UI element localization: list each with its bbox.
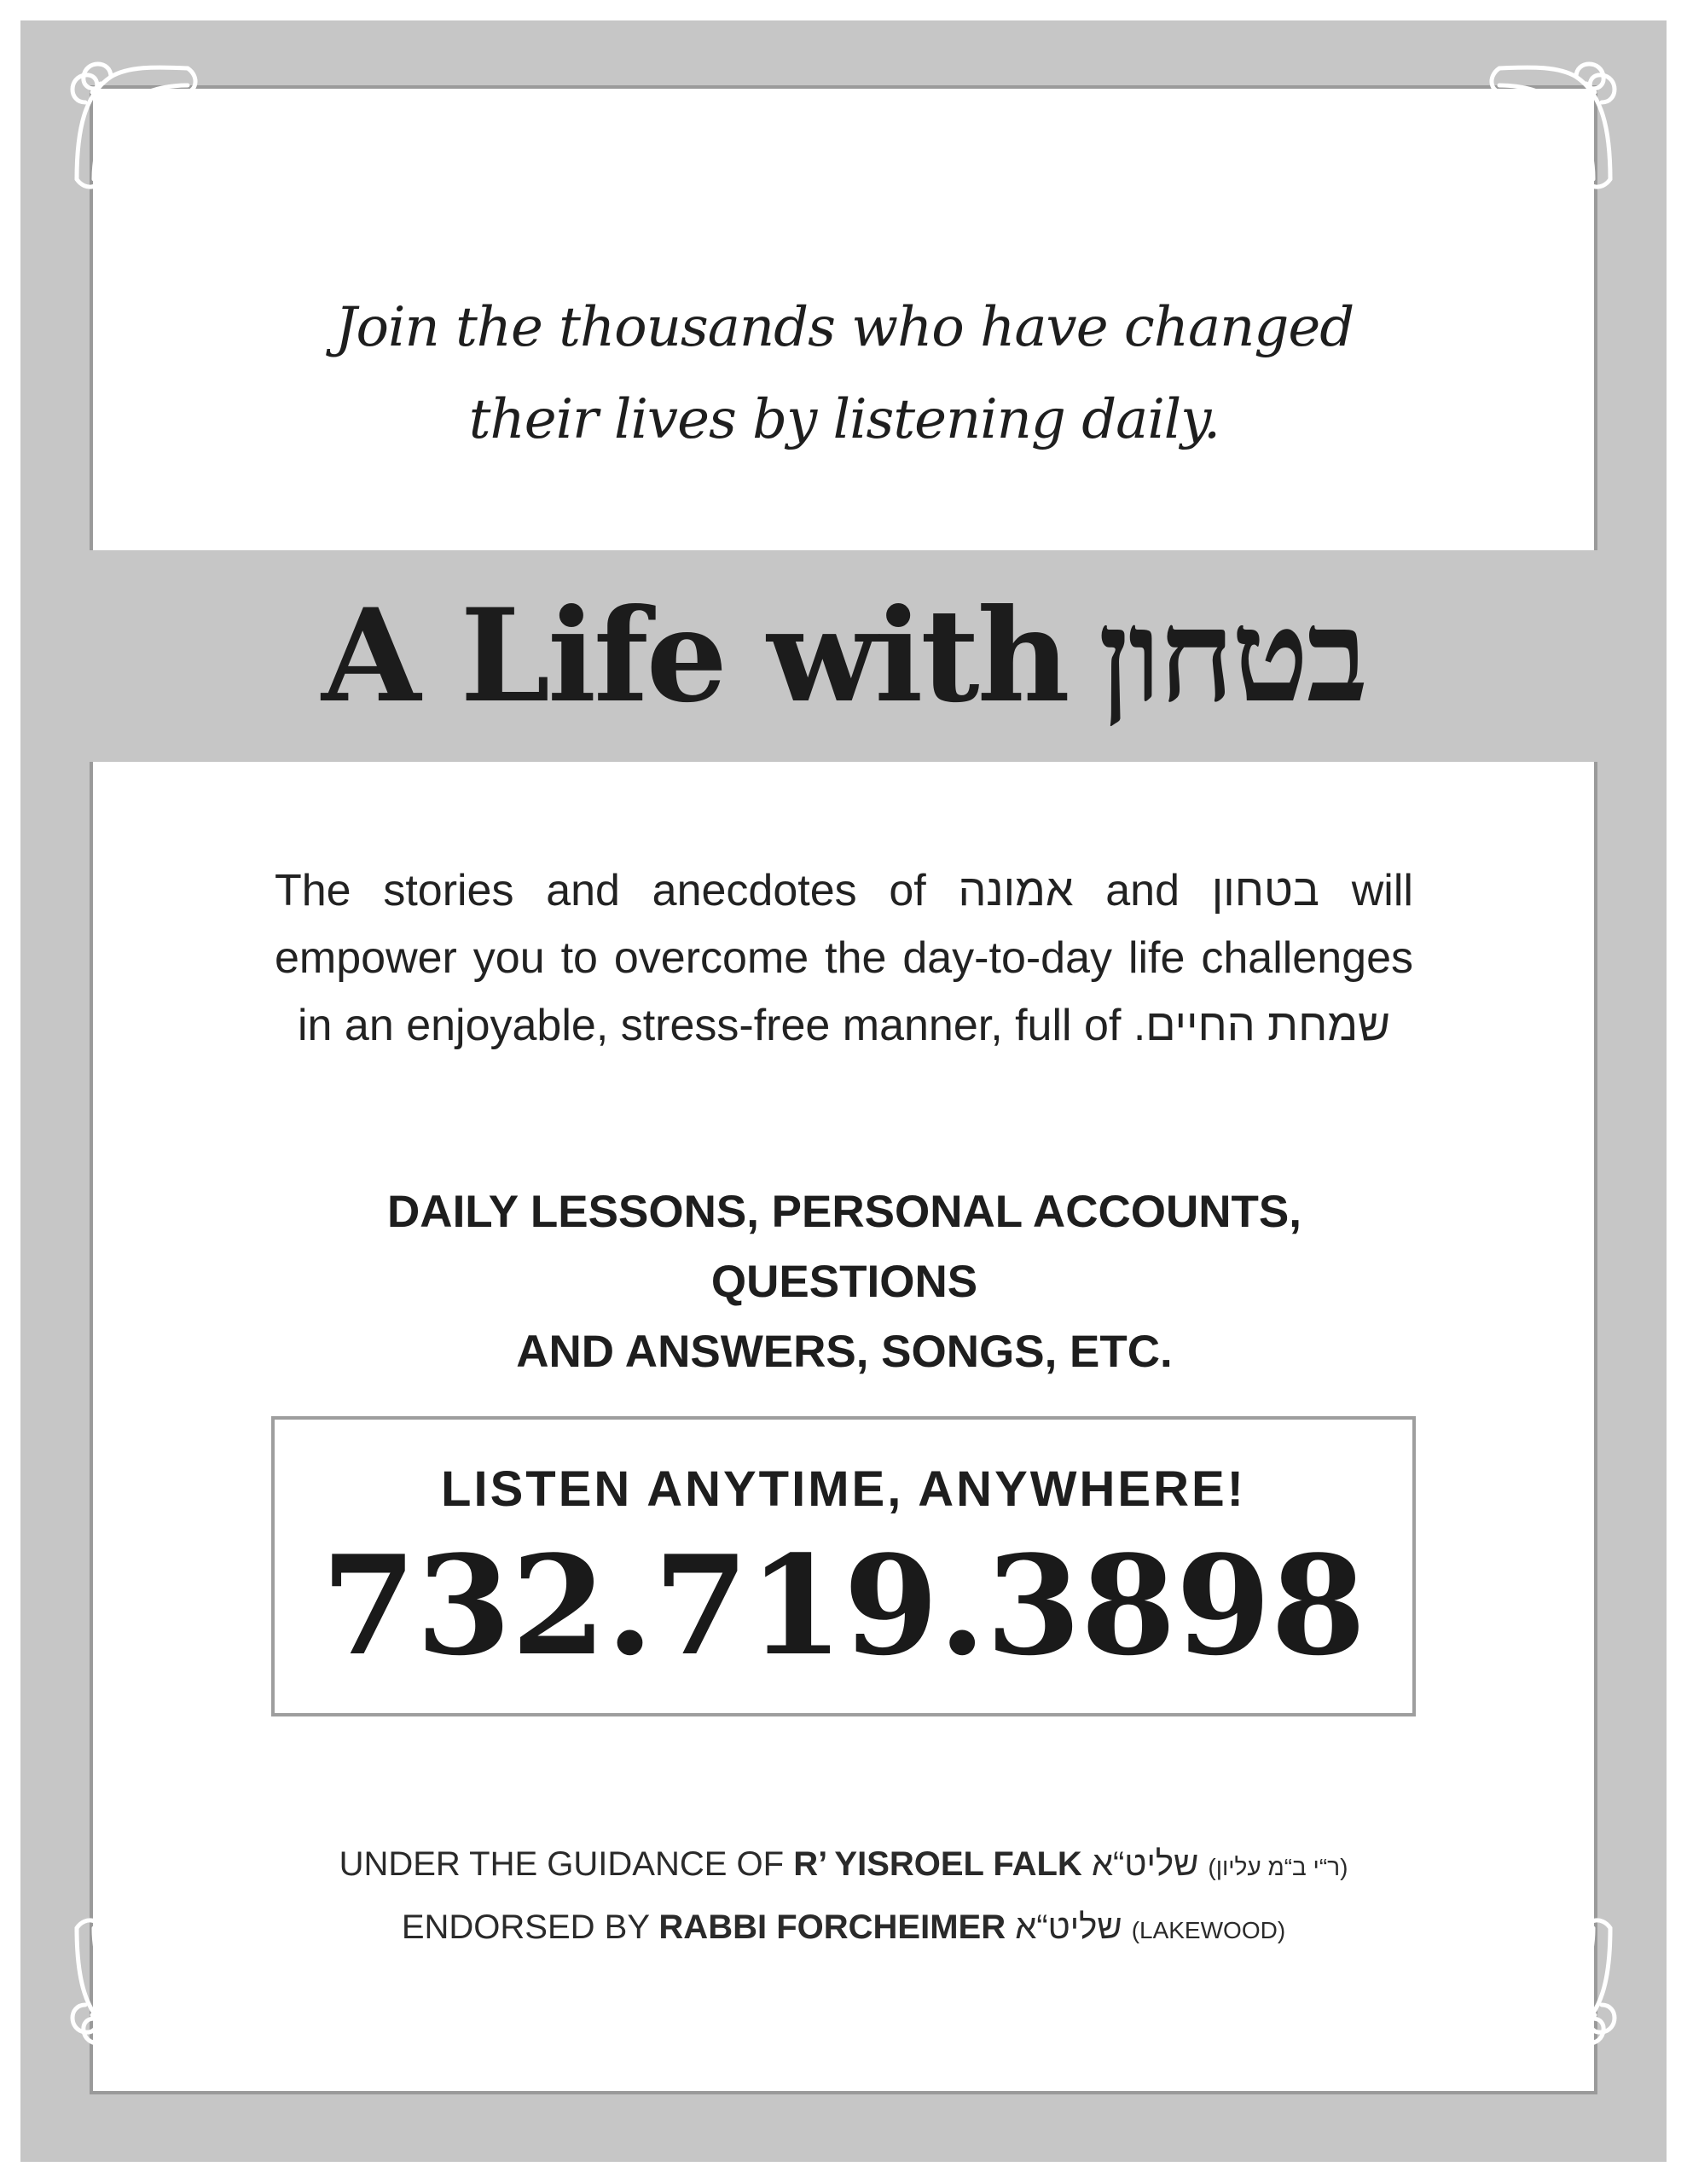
corner-ornament-icon: [60, 1911, 205, 2056]
description-bitachon: בטחון: [1211, 866, 1320, 915]
guidance-title: שליט“א: [1091, 1845, 1199, 1883]
description-part-1: The stories and anecdotes of: [275, 866, 926, 915]
endorsed-note: (LAKEWOOD): [1131, 1917, 1286, 1943]
endorsed-line: [213, 1897, 1474, 1960]
description-part-2: and: [1105, 866, 1180, 915]
title-english: A Life with: [322, 581, 1068, 731]
endorsed-prefix: ENDORSED BY: [401, 1908, 650, 1946]
description-part-3: will empower you to overcome the day-to-day life challenges in an enjoyable, stress-free manner, full of: [275, 866, 1413, 1050]
description-emunah: אמונה: [958, 866, 1074, 915]
corner-ornament-icon: [1482, 51, 1627, 196]
endorsed-name: RABBI FORCHEIMER: [658, 1908, 1006, 1946]
features-line-2: AND ANSWERS, SONGS, ETC.: [516, 1327, 1173, 1377]
phone-number[interactable]: 732.719.3898: [321, 1525, 1366, 1686]
description-simchas: שמחת החיים.: [1133, 1001, 1391, 1050]
tagline-line-1: Join the thousands who have changed: [334, 296, 1354, 359]
corner-ornament-icon: [60, 51, 205, 196]
guidance-note: (ר“י ב“מ עליון): [1208, 1854, 1348, 1880]
page-title: [90, 550, 1597, 762]
features-list: [256, 1177, 1433, 1387]
tagline-line-2: their lives by listening daily.: [468, 388, 1220, 451]
features-line-1: DAILY LESSONS, PERSONAL ACCOUNTS, QUESTIONS: [387, 1187, 1301, 1307]
guidance-prefix: UNDER THE GUIDANCE OF: [339, 1845, 785, 1883]
credits: [213, 1834, 1474, 1960]
tagline: [222, 282, 1467, 466]
description-paragraph: [275, 857, 1413, 1060]
endorsed-title: שליט“א: [1015, 1908, 1122, 1946]
listen-heading: LISTEN ANYTIME, ANYWHERE!: [441, 1461, 1246, 1517]
guidance-line: [213, 1834, 1474, 1897]
phone-box: [271, 1416, 1416, 1716]
title-hebrew: בטחון: [1098, 581, 1365, 731]
guidance-name: R’ YISROEL FALK: [793, 1845, 1082, 1883]
corner-ornament-icon: [1482, 1911, 1627, 2056]
